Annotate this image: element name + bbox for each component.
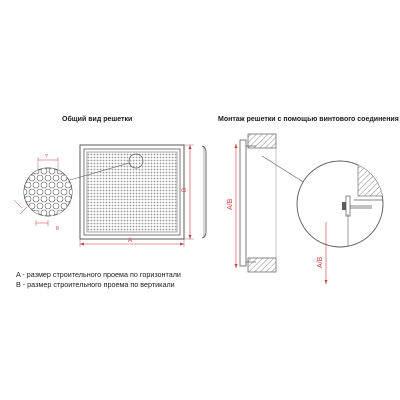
perforation-hole (53, 203, 59, 209)
mounting-detail (297, 160, 390, 250)
dim-b-label: B (182, 187, 188, 192)
perforation-hole (21, 175, 27, 181)
perforation-hole (45, 203, 51, 209)
dim-a-label: A (128, 238, 133, 244)
dimension-ab-long (227, 144, 238, 268)
detail-dim-q: ? (45, 154, 48, 160)
grille-front-view (80, 145, 184, 239)
legend-line-b: B - размер строительного проема по вертикали (16, 280, 175, 289)
perforation-hole (57, 182, 63, 188)
dim-ab-short-label: A/B (317, 256, 324, 268)
perforation-hole (49, 182, 55, 188)
perforation-hole (37, 175, 43, 181)
mounting-title: Монтаж решетки с помощью винтового соединения (218, 116, 399, 123)
perforation-hole (73, 168, 79, 174)
perforation-hole (25, 196, 31, 202)
perforation-hole (69, 175, 75, 181)
detail-dim-o: 8 (56, 226, 59, 232)
perforation-hole (25, 210, 31, 216)
perforation-hole (41, 168, 47, 174)
legend-line-a: A - размер строительного проема по горизонтали (16, 270, 181, 279)
perforation-hole (37, 189, 43, 195)
perforation-hole (65, 168, 71, 174)
wall-section (240, 134, 276, 272)
perforation-detail (21, 168, 79, 216)
perforation-hole (25, 182, 31, 188)
perforation-hole (49, 168, 55, 174)
perforation-hole (65, 210, 71, 216)
perforation-hole (65, 196, 71, 202)
dim-ab-long-label: A/B (227, 198, 234, 210)
perforation-hole (69, 203, 75, 209)
perforation-hole (65, 182, 71, 188)
perforation-hole (49, 210, 55, 216)
perforation-hole (41, 196, 47, 202)
perforation-hole (61, 189, 67, 195)
perforation-hole (41, 210, 47, 216)
perforation-hole (33, 182, 39, 188)
perforation-hole (73, 196, 79, 202)
perforation-hole (29, 189, 35, 195)
perforation-hole (41, 182, 47, 188)
perforation-hole (45, 175, 51, 181)
perforation-hole (53, 175, 59, 181)
perforation-hole (73, 210, 79, 216)
perforation-hole (33, 196, 39, 202)
perforation-hole (25, 168, 31, 174)
legend (16, 270, 181, 290)
general-view-title: Общий вид решетки (62, 116, 133, 123)
perforation-hole (37, 203, 43, 209)
perforation-hole (49, 196, 55, 202)
perforation-hole (73, 182, 79, 188)
perforation-hole (57, 196, 63, 202)
perforation-hole (53, 189, 59, 195)
grille-side-profile (202, 146, 206, 238)
perforation-hole (45, 189, 51, 195)
